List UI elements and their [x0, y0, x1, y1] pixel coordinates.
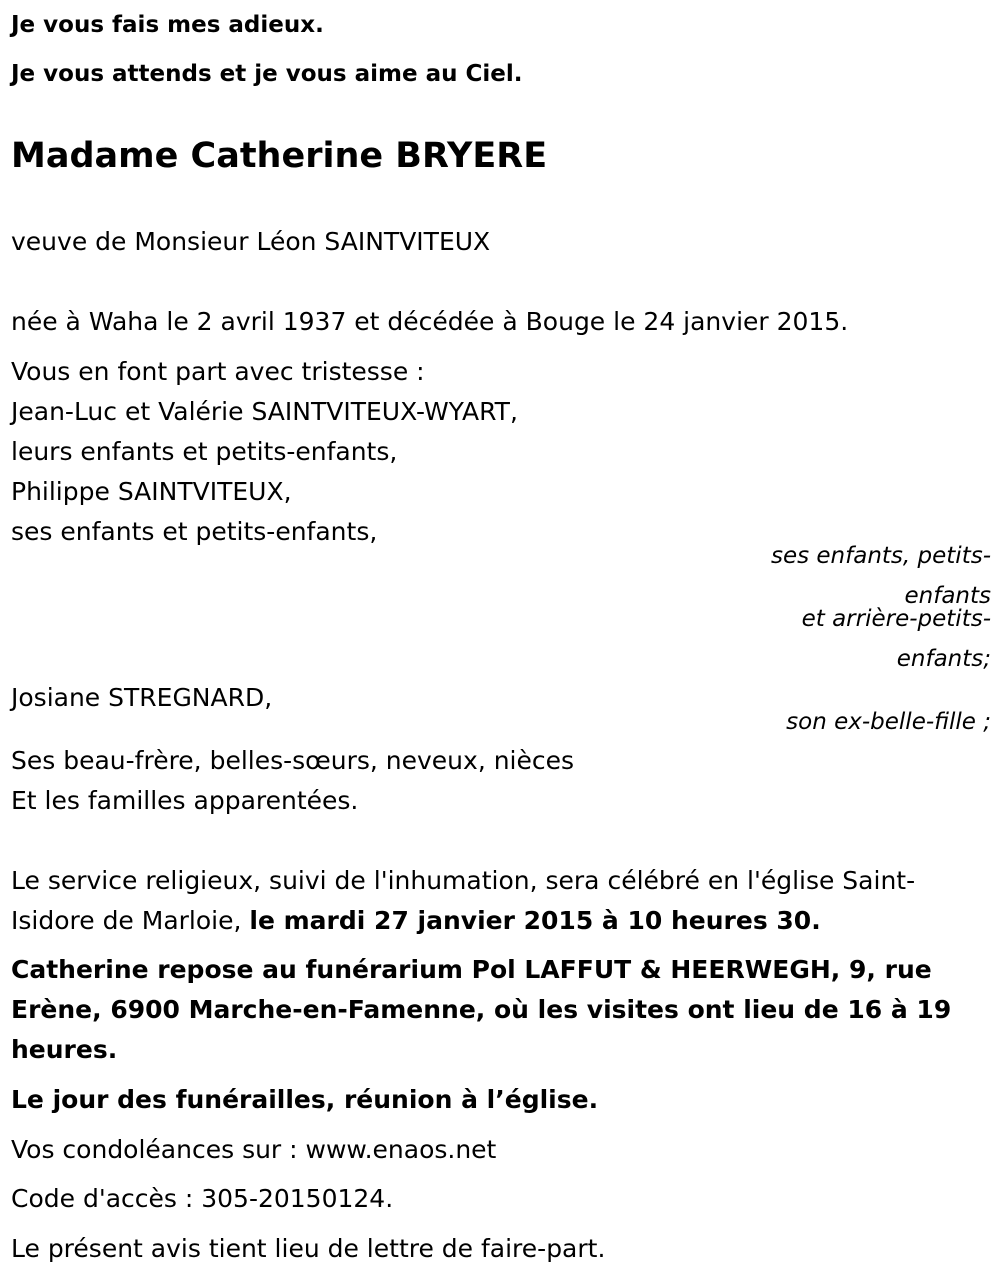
intro-line-2: Je vous attends et je vous aime au Ciel. [11, 61, 523, 87]
family-intro: Vous en font part avec tristesse : [11, 357, 425, 386]
notice-line: Le présent avis tient lieu de lettre de faire-part. [11, 1234, 606, 1263]
service-location: Isidore de Marloie, [11, 906, 250, 935]
funerarium-line-2: Erène, 6900 Marche-en-Famenne, où les visites ont lieu de 16 à 19 [11, 995, 952, 1024]
relation-1a: ses enfants, petits- [770, 543, 991, 569]
family-line-1: Jean-Luc et Valérie SAINTVITEUX-WYART, [11, 397, 518, 426]
deceased-name: Madame Catherine BRYERE [11, 136, 548, 176]
intro-line-1: Je vous fais mes adieux. [11, 12, 324, 38]
family-line-6: Ses beau-frère, belles-sœurs, neveux, nièces [11, 746, 575, 775]
meeting-line: Le jour des funérailles, réunion à l’église. [11, 1085, 599, 1114]
funerarium-line-1: Catherine repose au funérarium Pol LAFFUT & HEERWEGH, 9, rue [11, 955, 932, 984]
family-line-7: Et les familles apparentées. [11, 786, 359, 815]
service-date: le mardi 27 janvier 2015 à 10 heures 30. [249, 906, 821, 935]
family-line-4: ses enfants et petits-enfants, [11, 517, 378, 546]
relation-1d: enfants; [896, 646, 991, 672]
birth-death-line: née à Waha le 2 avril 1937 et décédée à Bouge le 24 janvier 2015. [11, 307, 849, 336]
family-line-5: Josiane STREGNARD, [11, 683, 273, 712]
family-line-3: Philippe SAINTVITEUX, [11, 477, 292, 506]
condolences-line: Vos condoléances sur : www.enaos.net [11, 1135, 497, 1164]
family-line-2: leurs enfants et petits-enfants, [11, 437, 398, 466]
access-code-line: Code d'accès : 305-20150124. [11, 1184, 394, 1213]
relation-2: son ex-belle-fille ; [786, 709, 991, 735]
spouse-line: veuve de Monsieur Léon SAINTVITEUX [11, 227, 491, 256]
relation-1c: et arrière-petits- [801, 606, 991, 632]
service-line-1: Le service religieux, suivi de l'inhumation, sera célébré en l'église Saint- [11, 866, 916, 895]
service-line-2 [11, 906, 821, 936]
funerarium-line-3: heures. [11, 1035, 118, 1064]
relation-1b: enfants [904, 583, 991, 609]
